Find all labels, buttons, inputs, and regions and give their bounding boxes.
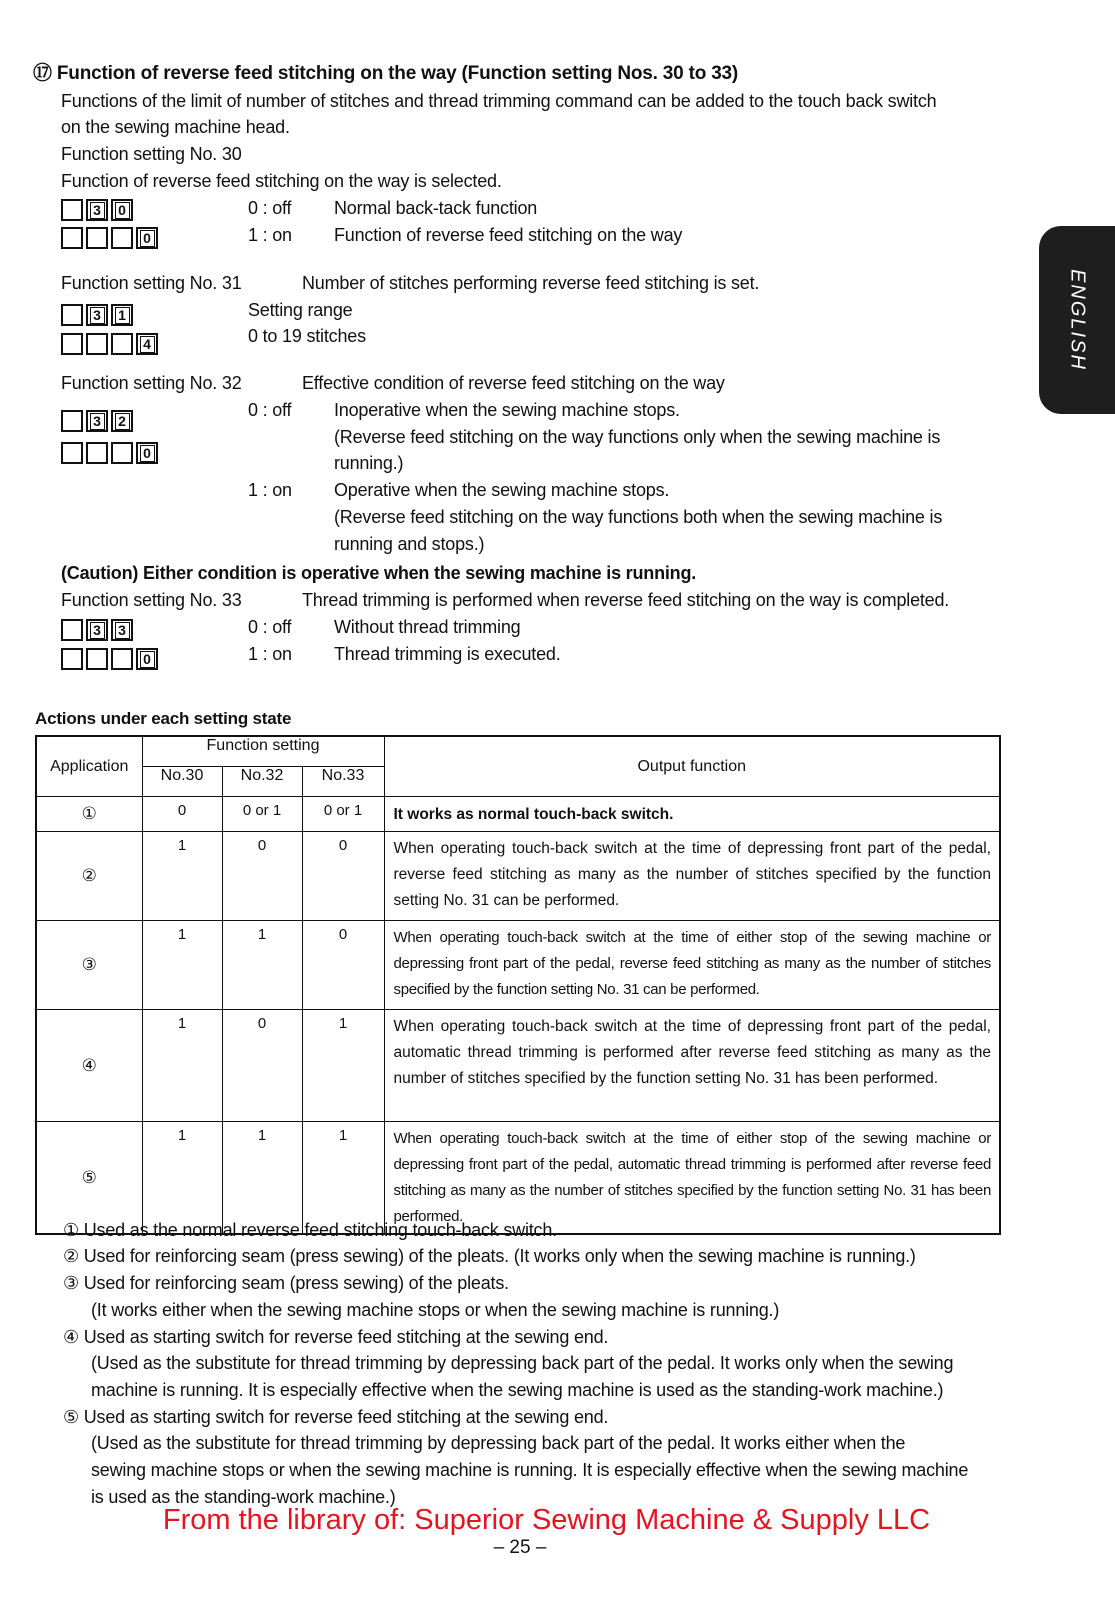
fs31-code-display	[61, 304, 133, 326]
table-row: ② 1 0 0 When operating touch-back switch at the time of depressing front part of the pedal, reverse feed stitching as many as the number of stitches specified by the function setting No. 31 can be performed.	[36, 832, 1000, 921]
table-row: ⑤ 1 1 1 When operating touch-back switch at the time of either stop of the sewing machine or depressing front part of the pedal, automatic thread trimming is performed after reverse feed stitching as many as the number of stitches specified by the function setting No. 31 has been performed.	[36, 1122, 1000, 1235]
fs33-label: Function setting No. 33	[61, 590, 242, 610]
fs32-value-display	[61, 442, 158, 464]
display-digit: 3	[111, 619, 133, 641]
fs30-desc: Function of reverse feed stitching on the way is selected.	[61, 171, 502, 191]
display-digit: 3	[86, 304, 108, 326]
fs33-opt1-text: Thread trimming is executed.	[334, 644, 561, 664]
note-5-detail-3: is used as the standing-work machine.)	[91, 1487, 396, 1507]
page-number: – 25 –	[493, 1537, 547, 1558]
display-digit: 2	[111, 410, 133, 432]
display-digit: 0	[136, 442, 158, 464]
display-digit	[61, 199, 83, 221]
note-4: ④ Used as starting switch for reverse feed stitching at the sewing end.	[63, 1327, 609, 1347]
fs31-value-display	[61, 333, 158, 355]
fs32-opt1-note-2: running and stops.)	[334, 534, 485, 554]
fs31-desc: Number of stitches performing reverse feed stitching is set.	[302, 273, 760, 293]
fs30-opt1-key: 1 : on	[248, 225, 292, 245]
section-title: ⑰ Function of reverse feed stitching on the way (Function setting Nos. 30 to 33)	[33, 63, 739, 84]
fs33-value-display	[61, 648, 158, 670]
fs32-opt0-note-2: running.)	[334, 453, 404, 473]
display-digit: 3	[86, 199, 108, 221]
display-digit: 1	[111, 304, 133, 326]
fs33-opt0-key: 0 : off	[248, 617, 292, 637]
col-no33: No.33	[302, 767, 384, 797]
fs32-opt0-key: 0 : off	[248, 400, 292, 420]
col-no30: No.30	[142, 767, 222, 797]
fs32-desc: Effective condition of reverse feed stitching on the way	[302, 373, 725, 393]
fs31-range-value: 0 to 19 stitches	[248, 326, 366, 346]
note-4-detail-1: (Used as the substitute for thread trimming by depressing back part of the pedal. It works only when the sewing	[91, 1353, 954, 1373]
intro-line-1: Functions of the limit of number of stitches and thread trimming command can be added to the touch back switch	[61, 91, 937, 111]
fs30-value-display	[61, 227, 158, 249]
fs31-label: Function setting No. 31	[61, 273, 242, 293]
note-5-detail-2: sewing machine stops or when the sewing machine is running. It is especially effective when the sewing machine	[91, 1460, 969, 1480]
fs32-opt1-note-1: (Reverse feed stitching on the way functions both when the sewing machine is	[334, 507, 943, 527]
fs32-opt0-text: Inoperative when the sewing machine stops.	[334, 400, 680, 420]
fs32-opt1-key: 1 : on	[248, 480, 292, 500]
fs30-opt1-text: Function of reverse feed stitching on the way	[334, 225, 683, 245]
library-notice: From the library of: Superior Sewing Machine & Supply LLC	[162, 1504, 931, 1536]
col-output-function: Output function	[384, 736, 1000, 797]
fs30-opt0-key: 0 : off	[248, 198, 292, 218]
fs30-code-display	[61, 199, 133, 221]
fs32-code-display	[61, 410, 133, 432]
side-tab-label: ENGLISH	[1066, 269, 1089, 371]
fs33-opt0-text: Without thread trimming	[334, 617, 521, 637]
col-application: Application	[36, 736, 142, 797]
fs30-label: Function setting No. 30	[61, 144, 242, 164]
note-3: ③ Used for reinforcing seam (press sewing) of the pleats.	[63, 1273, 509, 1293]
display-digit: 4	[136, 333, 158, 355]
fs33-opt1-key: 1 : on	[248, 644, 292, 664]
display-digit: 3	[86, 410, 108, 432]
table-heading: Actions under each setting state	[35, 709, 292, 728]
table-row: ① 0 0 or 1 0 or 1 It works as normal touch-back switch.	[36, 797, 1000, 832]
col-no32: No.32	[222, 767, 302, 797]
fs33-code-display	[61, 619, 133, 641]
intro-line-2: on the sewing machine head.	[61, 117, 290, 137]
display-digit: 0	[136, 227, 158, 249]
display-digit: 3	[86, 619, 108, 641]
actions-table	[35, 735, 1001, 1235]
note-5-detail-1: (Used as the substitute for thread trimming by depressing back part of the pedal. It works either when the	[91, 1433, 906, 1453]
fs32-label: Function setting No. 32	[61, 373, 242, 393]
table-row: ③ 1 1 0 When operating touch-back switch at the time of either stop of the sewing machine or depressing front part of the pedal, reverse feed stitching as many as the number of stitches specified by the function setting No. 31 can be performed.	[36, 921, 1000, 1010]
fs31-range-label: Setting range	[248, 300, 353, 320]
note-3-detail: (It works either when the sewing machine stops or when the sewing machine is running.)	[91, 1300, 780, 1320]
note-4-detail-2: machine is running. It is especially effective when the sewing machine is used as the standing-work machine.)	[91, 1380, 944, 1400]
fs32-opt1-text: Operative when the sewing machine stops.	[334, 480, 670, 500]
display-digit: 0	[111, 199, 133, 221]
display-digit: 0	[136, 648, 158, 670]
caution-note: (Caution) Either condition is operative when the sewing machine is running.	[61, 563, 697, 583]
fs33-desc: Thread trimming is performed when reverse feed stitching on the way is completed.	[302, 590, 950, 610]
note-5: ⑤ Used as starting switch for reverse feed stitching at the sewing end.	[63, 1407, 609, 1427]
table-row: ④ 1 0 1 When operating touch-back switch at the time of depressing front part of the pedal, automatic thread trimming is performed after reverse feed stitching as many as the number of stitches specified by the function setting No. 31 has been performed.	[36, 1010, 1000, 1122]
note-2: ② Used for reinforcing seam (press sewing) of the pleats. (It works only when the sewing machine is running.)	[63, 1246, 916, 1266]
english-side-tab	[1039, 226, 1115, 414]
col-function-setting: Function setting	[142, 736, 384, 767]
fs32-opt0-note-1: (Reverse feed stitching on the way functions only when the sewing machine is	[334, 427, 941, 447]
fs30-opt0-text: Normal back-tack function	[334, 198, 538, 218]
note-1: ① Used as the normal reverse feed stitching touch-back switch.	[63, 1220, 557, 1240]
